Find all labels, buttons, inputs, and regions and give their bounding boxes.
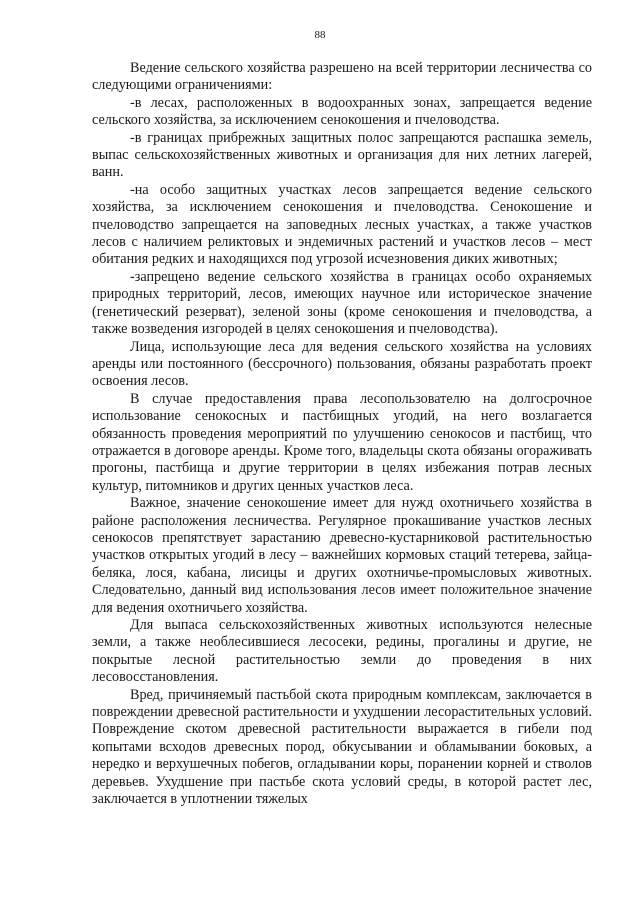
paragraph-restriction-water-zones: -в лесах, расположенных в водоохранных зонах, запрещается ведение сельского хозяйства, за исключением сенокошения и пчеловодства.	[92, 94, 592, 129]
body-text	[92, 60, 592, 808]
paragraph-grazing-damage: Вред, причиняемый пастьбой скота природным комплексам, заключается в повреждении древесной растительности и ухудшении лесорастительных условий. Повреждение скотом древесной растительности выражается в гибели под копытами всходов древесных пород, обкусывании и обламывании боковых, а нередко и верхушечных побегов, огладывании коры, поранении корней и стволов деревьев. Ухудшение при пастьбе скота условий среды, в которой растет лес, заключается в уплотнении тяжелых	[92, 686, 592, 808]
page-number: 88	[314, 29, 326, 41]
paragraph-intro: Ведение сельского хозяйства разрешено на всей территории лесничества со следующими ограничениями:	[92, 60, 592, 94]
paragraph-restriction-protective-areas: -на особо защитных участках лесов запрещается ведение сельского хозяйства, за исключением сенокошения и пчеловодства. Сенокошение и пчеловодство запрещается на заповедных лесных участках, а также участков лесов с наличием реликтовых и эндемичных растений и участков лесов – мест обитания редких и находящихся под угрозой исчезновения диких животных;	[92, 181, 592, 268]
paragraph-lease-obligations: Лица, использующие леса для ведения сельского хозяйства на условиях аренды или постоянного (бессрочного) пользования, обязаны разработать проект освоения лесов.	[92, 338, 592, 390]
paragraph-long-term-use: В случае предоставления права лесопользователю на долгосрочное использование сенокосных и пастбищных угодий, на него возлагается обязанность проведения мероприятий по улучшению сенокосов и пастбищ, что отражается в договоре аренды. Кроме того, владельцы скота обязаны огораживать прогоны, пастбища и другие территории в целях избежания потрав лесных культур, питомников и других ценных участков леса.	[92, 390, 592, 494]
paragraph-grazing-lands: Для выпаса сельскохозяйственных животных используются нелесные земли, а также необлесившиеся лесосеки, редины, прогалины и другие, не покрытые лесной растительностью земли до проведения в них лесовосстановления.	[92, 617, 592, 686]
paragraph-restriction-coastal-strips: -в границах прибрежных защитных полос запрещаются распашка земель, выпас сельскохозяйственных животных и организация для них летних лагерей, ванн.	[92, 129, 592, 181]
paragraph-hunting-importance: Важное, значение сенокошение имеет для нужд охотничьего хозяйства в районе расположения лесничества. Регулярное прокашивание участков лесных сенокосов препятствует зарастанию древесно-кустарниковой растительностью участков открытых угодий в лесу – важнейших кормовых стаций тетерева, зайца-беляка, лося, кабана, лисицы и других охотничье-промысловых животных. Следовательно, данный вид использования лесов имеет положительное значение для ведения охотничьего хозяйства.	[92, 495, 592, 616]
paragraph-restriction-protected-territories: -запрещено ведение сельского хозяйства в границах особо охраняемых природных территорий, лесов, имеющих научное или историческое значение (генетический резерват), зеленой зоны (кроме сенокошения и пчеловодства, а также возведения изгородей в целях сенокошения и пчеловодства).	[92, 268, 592, 338]
